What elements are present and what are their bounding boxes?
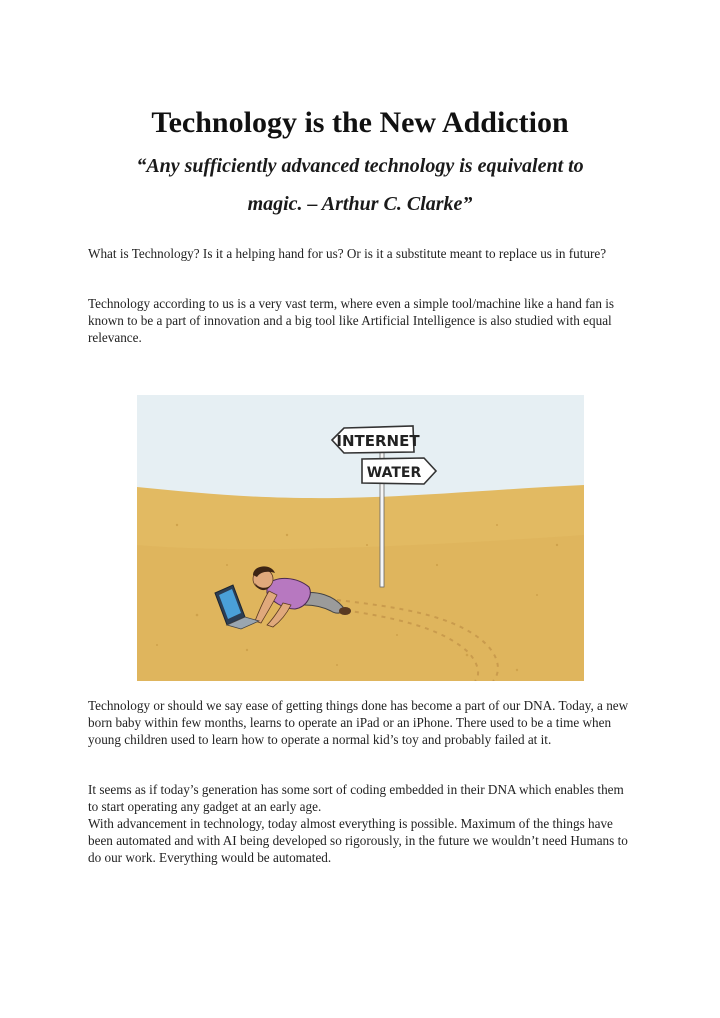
paragraph-coding-line-1: It seems as if today’s generation has some sort of coding embedded in their DNA which enables them to start operating any gadget at an early age. [88, 782, 624, 814]
signpost-pole [380, 435, 384, 587]
internet-sign [332, 426, 420, 453]
quote-line-1: “Any sufficiently advanced technology is equivalent to [136, 155, 584, 177]
quote [90, 147, 630, 223]
sign-water-text: WATER [366, 465, 422, 481]
paragraph-dna: Technology or should we say ease of getting things done has become a part of our DNA. Today, a new born baby within few months, learns to operate an iPad or an iPhone. There used to be a time when young children used to learn how to operate a normal kid’s toy and probably failed at it. [88, 698, 629, 747]
paragraph-definition: Technology according to us is a very vast term, where even a simple tool/machine like a hand fan is known to be a part of innovation and a big tool like Artificial Intelligence is also studied with equal relevance. [88, 296, 615, 345]
sign-internet-text: INTERNET [336, 432, 420, 450]
paragraph-coding [88, 781, 636, 866]
page-title: Technology is the New Addiction [151, 106, 569, 140]
paragraph-intro: What is Technology? Is it a helping hand for us? Or is it a substitute meant to replace us in future? [88, 246, 607, 261]
quote-line-2: magic. – Arthur C. Clarke” [247, 193, 473, 215]
water-sign [362, 458, 436, 484]
cartoon-illustration [137, 395, 584, 681]
paragraph-coding-line-2: With advancement in technology, today almost everything is possible. Maximum of the things have been automated and with AI being developed so rigorously, in the future we wouldn’t need Humans to do our work. Everything would be automated. [88, 816, 628, 865]
